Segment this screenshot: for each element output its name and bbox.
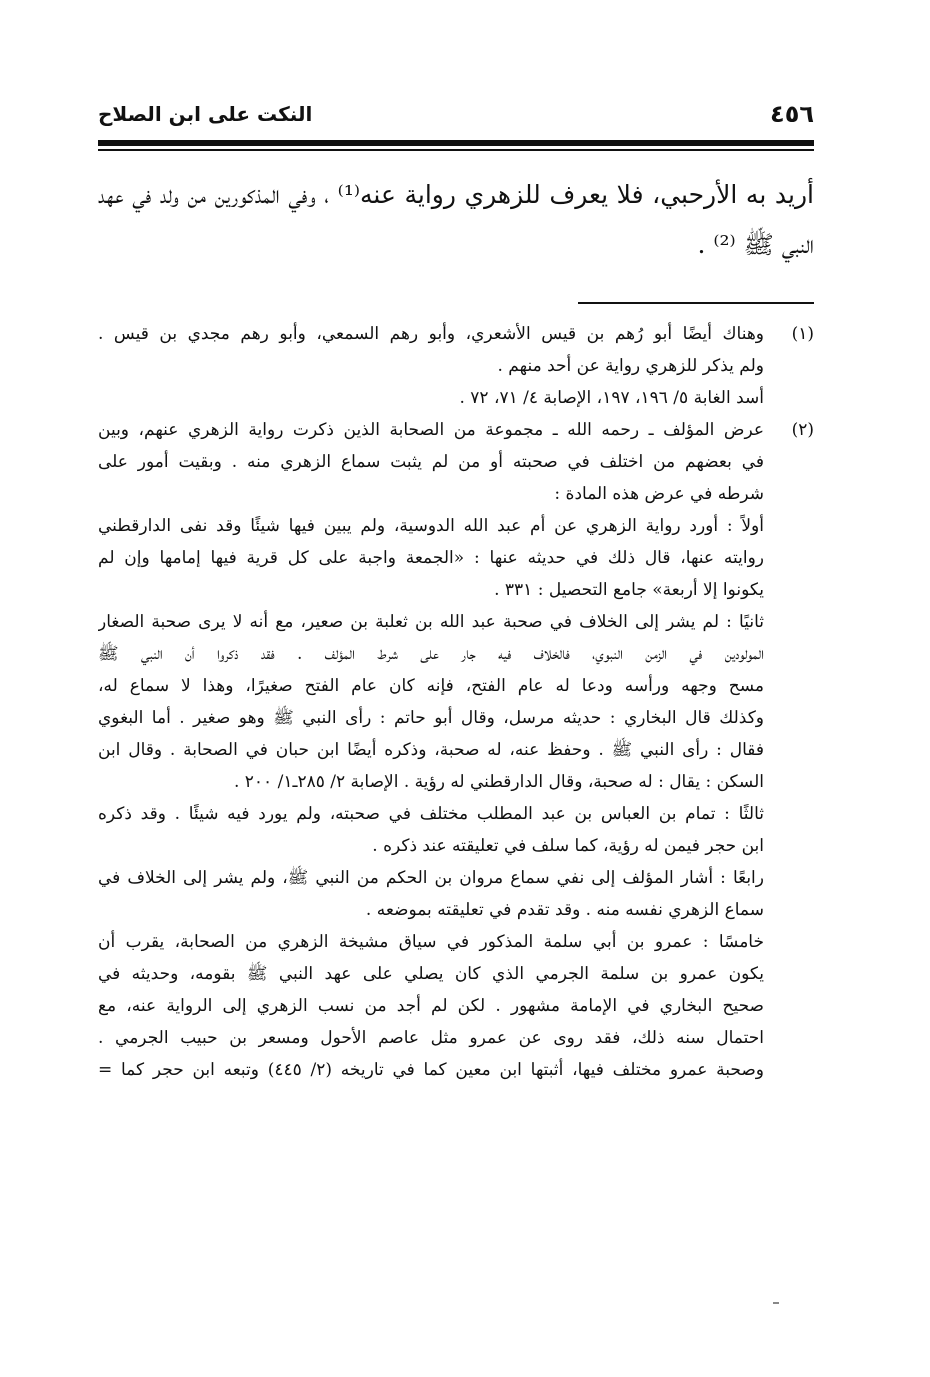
footnote-line: عرض المؤلف ـ رحمه الله ـ مجموعة من الصحابة الذين ذكرت رواية الزهري عنهم، وبين <box>98 420 764 440</box>
footnotes <box>98 318 814 1086</box>
footnote-number: (١) <box>791 324 814 344</box>
footnote-1 <box>98 318 814 414</box>
footnote-line: احتمال سنه ذلك، فقد روى عن عمرو مثل عاصم الأحول ومسعر بن حبيب الجرمي . <box>98 1028 764 1048</box>
footnote-line: السكن : يقال : له صحبة، وقال الدارقطني له رؤية . الإصابة ٢/ ٢٨٥ـ١/ ٢٠٠ . <box>233 772 764 792</box>
page-number: ٤٥٦ <box>770 100 814 128</box>
page-header <box>98 100 814 132</box>
footnote-line: أسد الغابة ٥/ ١٩٦، ١٩٧، الإصابة ٤/ ٧١، ٧٢ . <box>459 388 764 408</box>
footnote-line: سماع الزهري نفسه منه . وقد تقدم في تعليقته بموضعه . <box>365 900 764 920</box>
footnote-line: مسح وجهه ورأسه ودعا له عام الفتح، فإنه كان عام الفتح صغيرًا، وهذا لا سماع له، <box>98 676 764 696</box>
footnote-line: في بعضهم من اختلف في صحبته أو من لم يثبت سماع الزهري منه . وبقيت أمور على <box>98 452 764 472</box>
header-rule-thin <box>98 149 814 151</box>
main-text <box>98 170 814 270</box>
footnote-line: وكذلك قال البخاري : حديثه مرسل، وقال أبو حاتم : رأى النبي ﷺ وهو صغير . أما البغوي <box>98 708 764 728</box>
footnote-line: ثالثًا : تمام بن العباس بن عبد المطلب مختلف في صحبته، ولم يورد فيه شيئًا . وقد ذكره <box>98 804 764 824</box>
footnote-line: وهناك أيضًا أبو رُهم بن قيس الأشعري، وأبو رهم السمعي، وأبو رهم مجدي بن قيس . <box>98 324 764 344</box>
footnote-line: ولم يذكر للزهري رواية عن أحد منهم . <box>497 356 764 376</box>
footnote-number: (٢) <box>791 420 814 440</box>
main-paragraph: أريد به الأرحبي، فلا يعرف للزهري رواية عنه⁽¹⁾ ، وفي المذكورين من ولد في عهد النبي ﷺ ⁽²⁾ . <box>98 180 814 259</box>
footnote-line: خامسًا : عمرو بن أبي سلمة المذكور في سياق مشيخة الزهري من الصحابة، يقرب أن <box>98 932 764 952</box>
footnote-line: روايته عنها، قال ذلك في حديثه عنها : «الجمعة واجبة على كل قرية فيها إمامها وإن لم <box>98 548 764 568</box>
footnote-line: فقال : رأى النبي ﷺ . وحفظ عنه، له صحبة، وذكره أيضًا ابن حبان في الصحابة . وقال ابن <box>98 740 764 760</box>
footnote-separator <box>578 302 814 304</box>
footnote-line: رابعًا : أشار المؤلف إلى نفي سماع مروان بن الحكم من النبي ﷺ، ولم يشر إلى الخلاف في <box>98 868 764 888</box>
footnote-line: ابن حجر فيمن له رؤية، كما سلف في تعليقته عند ذكره . <box>372 836 764 856</box>
footnote-line: شرطه في عرض هذه المادة : <box>554 484 764 504</box>
footnote-2 <box>98 414 814 1086</box>
running-title: النكت على ابن الصلاح <box>98 102 313 126</box>
footnote-line: ثانيًا : لم يشر إلى الخلاف في صحبة عبد الله بن ثعلبة بن صعير، مع أنه لا يرى صحبة الصغار <box>98 612 764 632</box>
scan-mark <box>773 1302 779 1304</box>
footnote-line: وصحبة عمرو مختلف فيها، أثبتها ابن معين كما في تاريخه (٢/ ٤٤٥) وتبعه ابن حجر كما = <box>98 1060 764 1080</box>
footnote-line: يكون عمرو بن سلمة الجرمي الذي كان يصلي على عهد النبي ﷺ بقومه، وحديثه في <box>98 964 764 984</box>
footnote-line: صحيح البخاري في الإمامة مشهور . لكن لم أجد من نسب الزهري إلى الرواية عنه، مع <box>98 996 764 1016</box>
footnote-line: المولودين في الزمن النبوي، فالخلاف فيه جار على شرط المؤلف . فقد ذكروا أن النبي ﷺ <box>98 644 764 664</box>
header-rule-thick <box>98 140 814 146</box>
footnote-line: يكونوا إلا أربعة» جامع التحصيل : ٣٣١ . <box>494 580 764 600</box>
footnote-line: أولاً : أورد رواية الزهري عن أم عبد الله الدوسية، ولم يبين فيها شيئًا وقد نفى الدارقطني <box>98 516 764 536</box>
